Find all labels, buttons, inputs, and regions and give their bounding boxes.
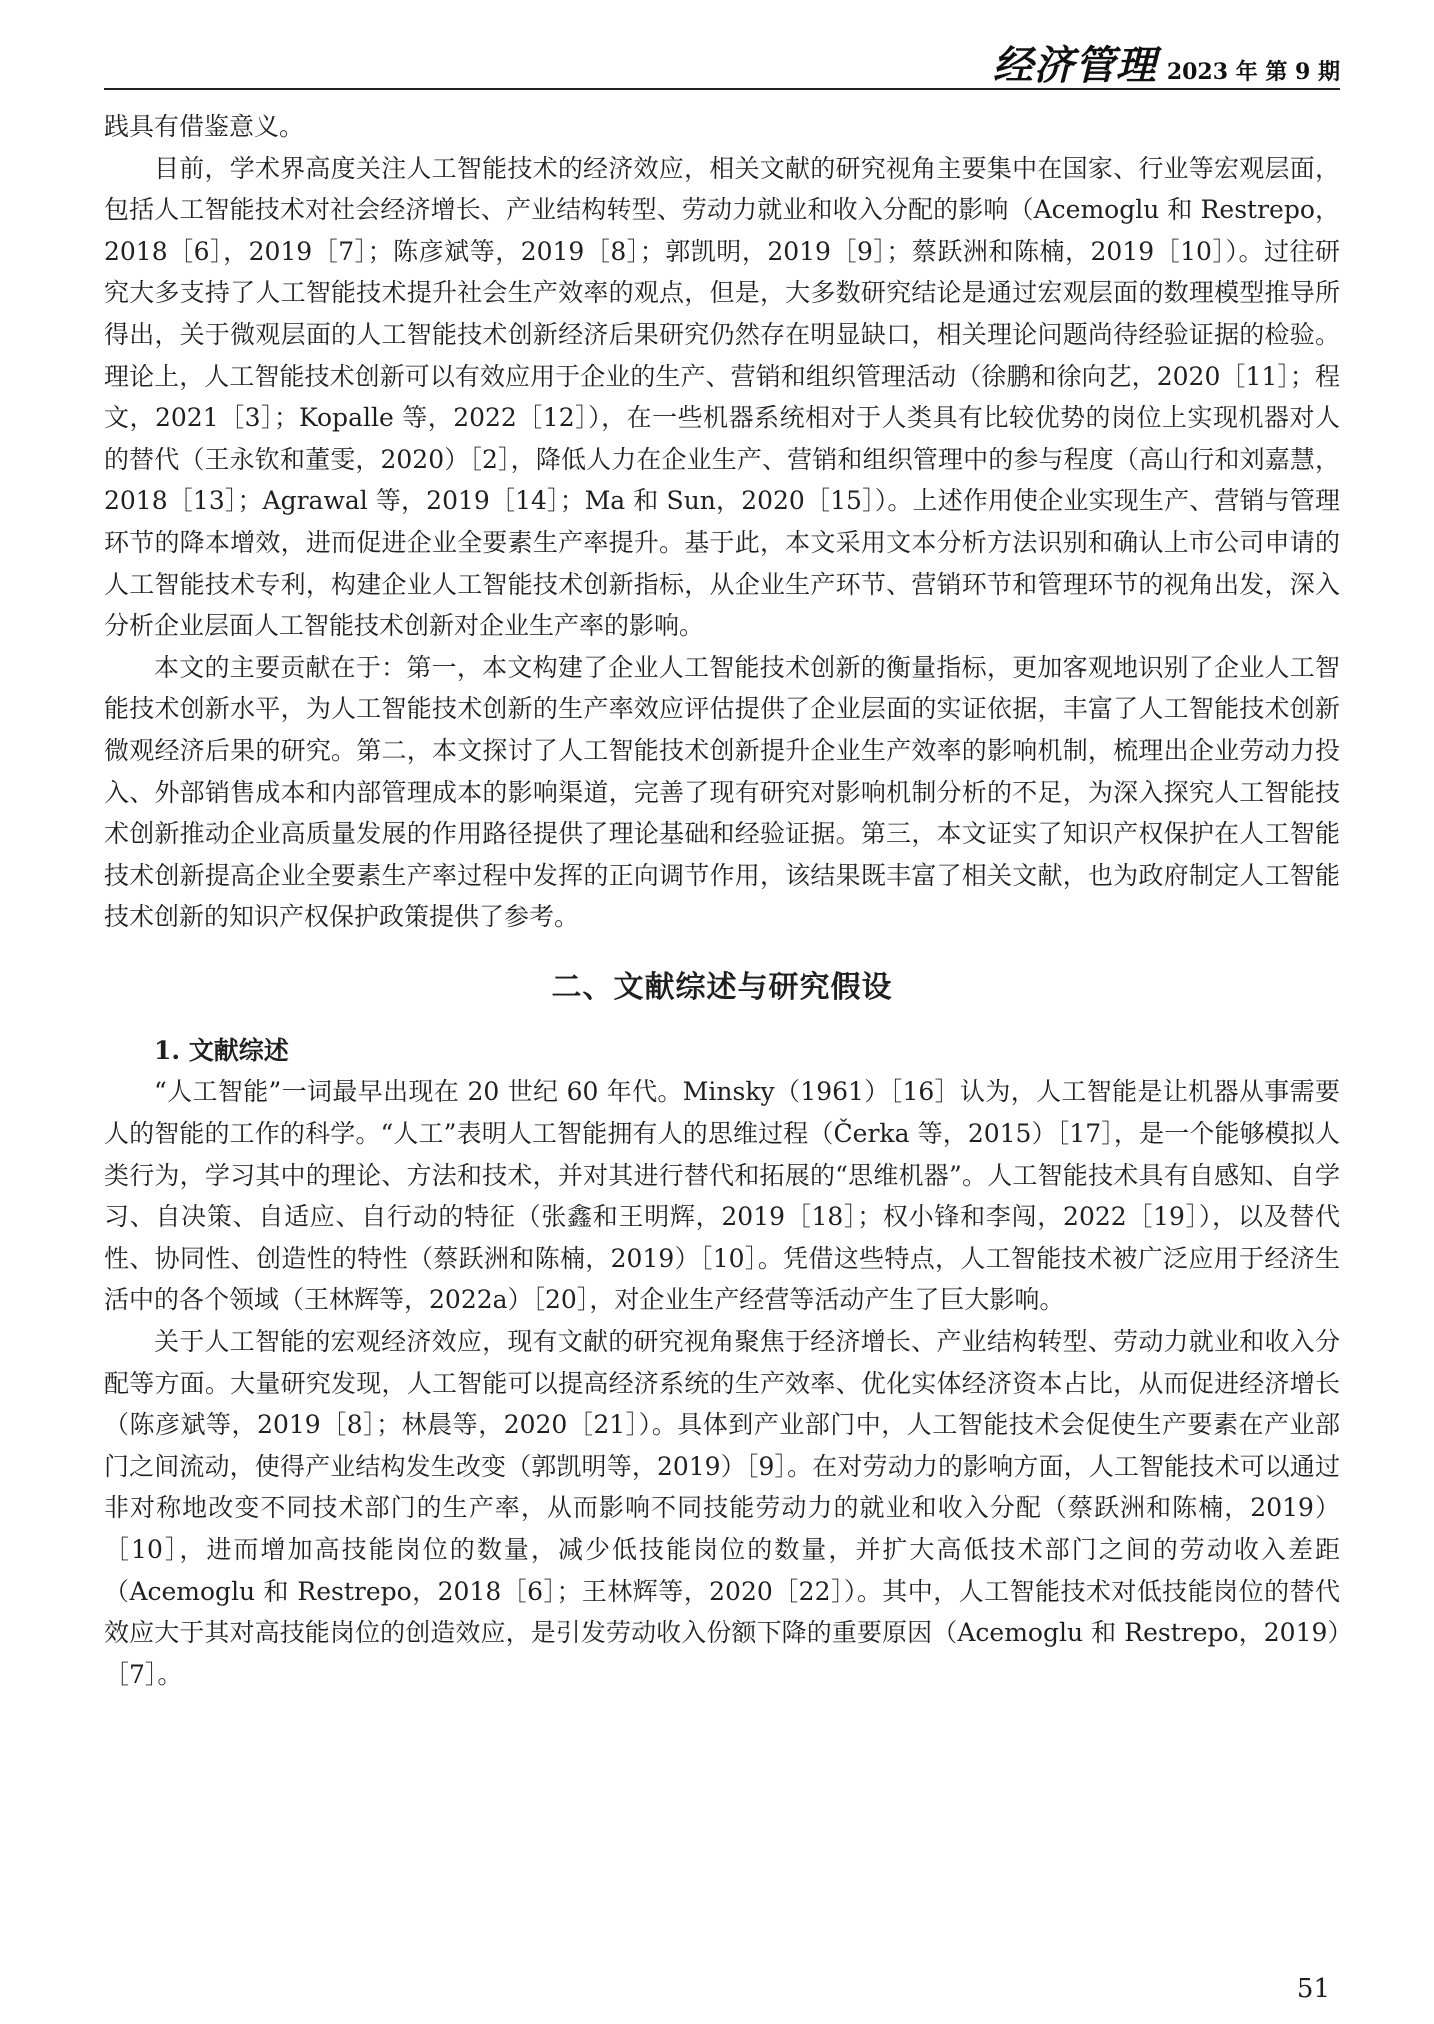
article-body (104, 106, 1340, 1695)
section-heading: 二、文献综述与研究假设 (551, 969, 893, 1005)
paragraph-ai-definition: “人工智能”一词最早出现在 20 世纪 60 年代。Minsky（1961）［16］认为，人工智能是让机器从事需要人的智能的工作的科学。“人工”表明人工智能拥有人的思维过程（Čerka 等，2015）［17］，是一个能够模拟人类行为，学习其中的理论、方法和技术，并对其进行替代和拓展的“思维机器”。人工智能技术具有自感知、自学习、自决策、自适应、自行动的特征（张鑫和王明辉，2019［18］；权小锋和李闯，2022［19］），以及替代性、协同性、创造性的特性（蔡跃洲和陈楠，2019）［10］。凭借这些特点，人工智能技术被广泛应用于经济生活中的各个领域（王林辉等，2022a）［20］，对企业生产经营等活动产生了巨大影响。 (104, 1077, 1340, 1315)
journal-logo: 经济管理 (992, 42, 1157, 89)
paragraph-contributions: 本文的主要贡献在于：第一，本文构建了企业人工智能技术创新的衡量指标，更加客观地识别了企业人工智能技术创新水平，为人工智能技术创新的生产率效应评估提供了企业层面的实证依据，丰富了人工智能技术创新微观经济后果的研究。第二，本文探讨了人工智能技术创新提升企业生产效率的影响机制，梳理出企业劳动力投入、外部销售成本和内部管理成本的影响渠道，完善了现有研究对影响机制分析的不足，为深入探究人工智能技术创新推动企业高质量发展的作用路径提供了理论基础和经验证据。第三，本文证实了知识产权保护在人工智能技术创新提高企业全要素生产率过程中发挥的正向调节作用，该结果既丰富了相关文献，也为政府制定人工智能技术创新的知识产权保护政策提供了参考。 (104, 652, 1340, 932)
paragraph-research-background: 目前，学术界高度关注人工智能技术的经济效应，相关文献的研究视角主要集中在国家、行业等宏观层面，包括人工智能技术对社会经济增长、产业结构转型、劳动力就业和收入分配的影响（Acemoglu 和 Restrepo，2018［6］，2019［7］；陈彦斌等，2019［8］；郭凯明，2019［9］；蔡跃洲和陈楠，2019［10］）。过往研究大多支持了人工智能技术提升社会生产效率的观点，但是，大多数研究结论是通过宏观层面的数理模型推导所得出，关于微观层面的人工智能技术创新经济后果研究仍然存在明显缺口，相关理论问题尚待经验证据的检验。理论上，人工智能技术创新可以有效应用于企业的生产、营销和组织管理活动（徐鹏和徐向艺，2020［11］；程文，2021［3］；Kopalle 等，2022［12］），在一些机器系统相对于人类具有比较优势的岗位上实现机器对人的替代（王永钦和董雯，2020）［2］，降低人力在企业生产、营销和组织管理中的参与程度（高山行和刘嘉慧，2018［13］；Agrawal 等，2019［14］；Ma 和 Sun，2020［15］）。上述作用使企业实现生产、营销与管理环节的降本增效，进而促进企业全要素生产率提升。基于此，本文采用文本分析方法识别和确认上市公司申请的人工智能技术专利，构建企业人工智能技术创新指标，从企业生产环节、营销环节和管理环节的视角出发，深入分析企业层面人工智能技术创新对企业生产率的影响。 (104, 153, 1340, 641)
paragraph-macro-effects: 关于人工智能的宏观经济效应，现有文献的研究视角聚焦于经济增长、产业结构转型、劳动力就业和收入分配等方面。大量研究发现，人工智能可以提高经济系统的生产效率、优化实体经济资本占比，从而促进经济增长（陈彦斌等，2019［8］；林晨等，2020［21］）。具体到产业部门中，人工智能技术会促使生产要素在产业部门之间流动，使得产业结构发生改变（郭凯明等，2019）［9］。在对劳动力的影响方面，人工智能技术可以通过非对称地改变不同技术部门的生产率，从而影响不同技能劳动力的就业和收入分配（蔡跃洲和陈楠，2019）［10］，进而增加高技能岗位的数量，减少低技能岗位的数量，并扩大高低技术部门之间的劳动收入差距（Acemoglu 和 Restrepo，2018［6］；王林辉等，2020［22］）。其中，人工智能技术对低技能岗位的替代效应大于其对高技能岗位的创造效应，是引发劳动收入份额下降的重要原因（Acemoglu 和 Restrepo，2019）［7］。 (104, 1327, 1340, 1689)
running-head (993, 34, 1340, 91)
header-rule (104, 88, 1340, 90)
issue-info: 2023 年 第 9 期 (1166, 59, 1340, 85)
page-number: 51 (1296, 1974, 1330, 2004)
sub-heading: 1. 文献综述 (154, 1035, 289, 1065)
paragraph-continued: 践具有借鉴意义。 (104, 112, 305, 141)
